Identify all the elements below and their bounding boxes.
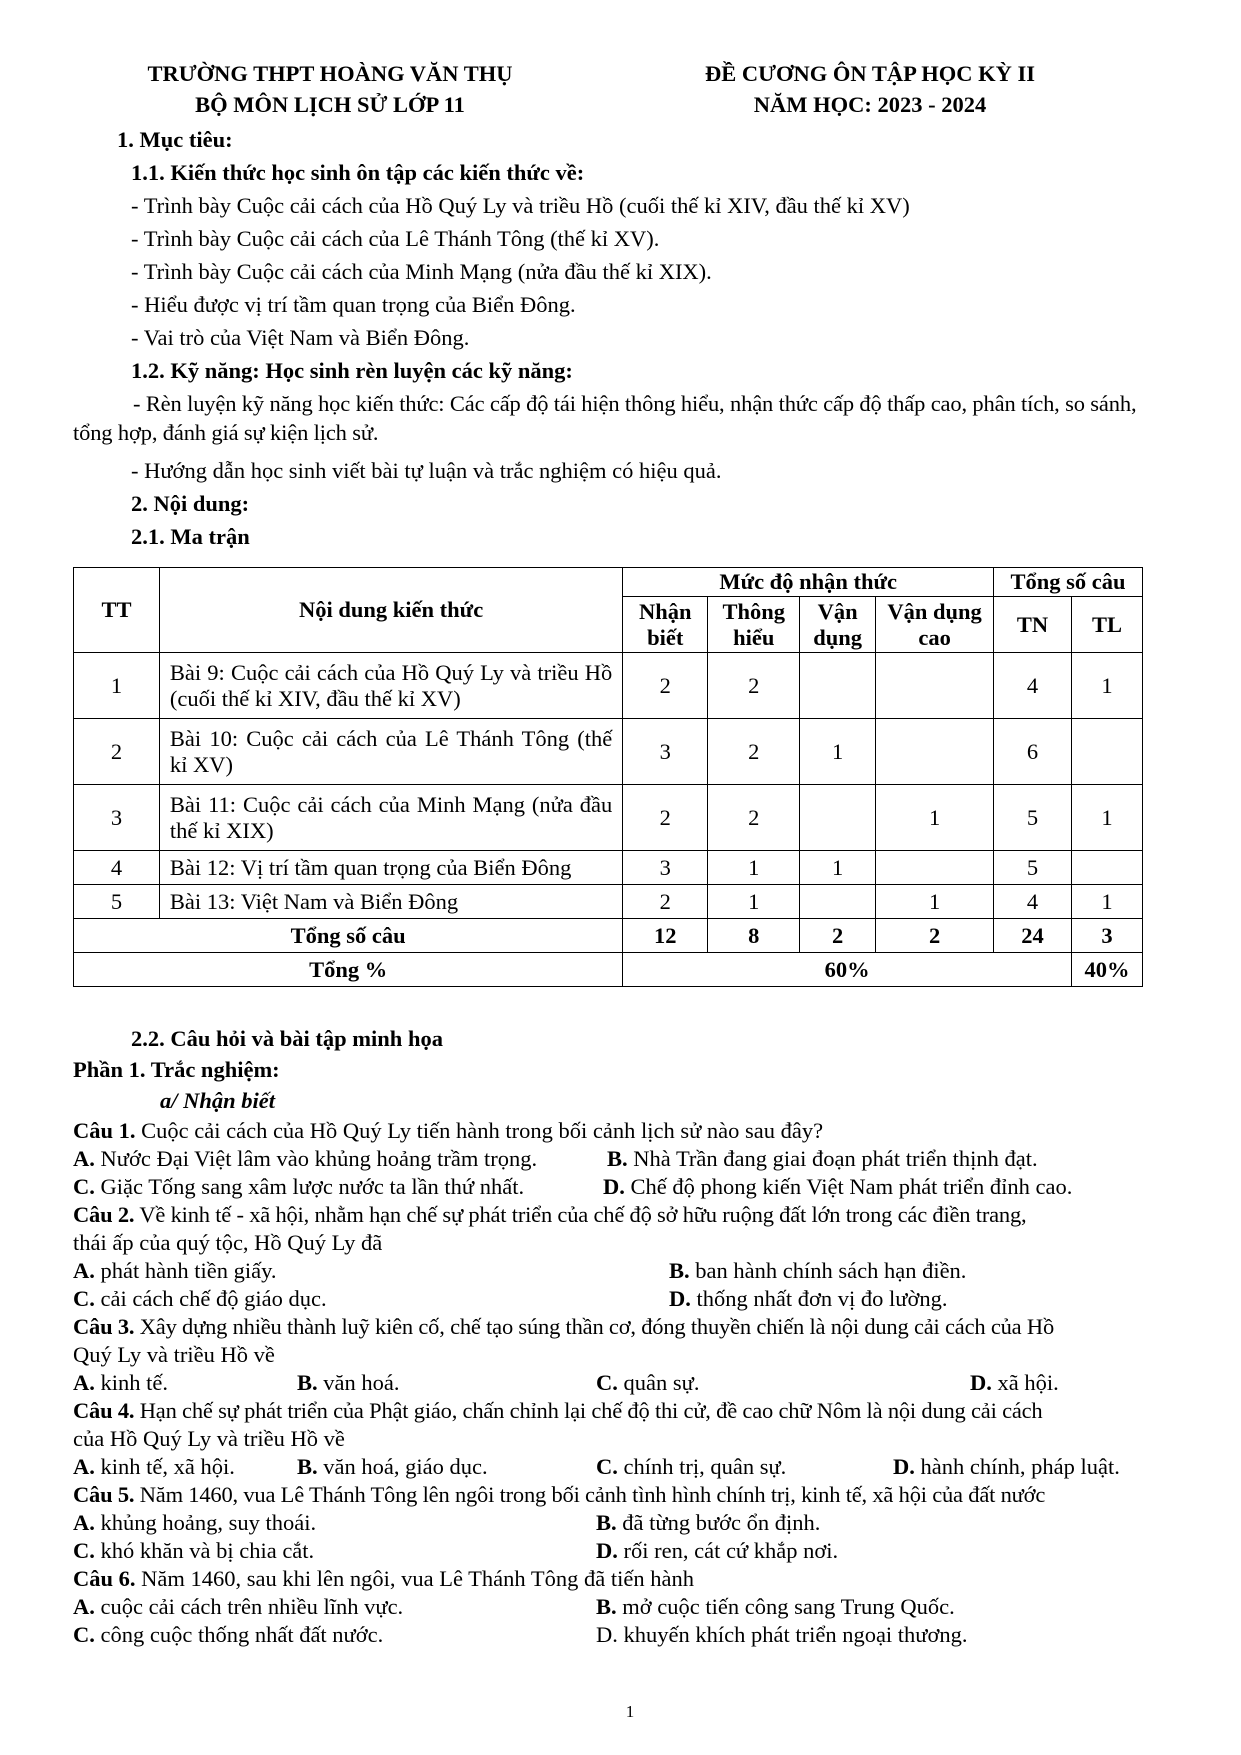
question-3 bbox=[73, 1313, 1054, 1341]
col-thong-hieu-header: Thông hiểu bbox=[708, 597, 800, 653]
option-text: kinh tế, xã hội. bbox=[94, 1454, 235, 1479]
option bbox=[73, 1145, 537, 1173]
cell-vdc bbox=[876, 719, 994, 785]
question-2 bbox=[73, 1201, 1026, 1229]
option-key: C. bbox=[596, 1370, 618, 1395]
question-label: Câu 1. bbox=[73, 1118, 136, 1143]
objectives-heading: 1. Mục tiêu: bbox=[117, 127, 233, 152]
col-content-header: Nội dung kiến thức bbox=[159, 568, 622, 653]
cell-vdc: 1 bbox=[876, 785, 994, 851]
knowledge-heading: 1.1. Kiến thức học sinh ôn tập các kiến thức về: bbox=[131, 160, 585, 185]
col-level-group-header: Mức độ nhận thức bbox=[623, 568, 994, 597]
cell-tt: 4 bbox=[74, 851, 160, 885]
skills-heading: 1.2. Kỹ năng: Học sinh rèn luyện các kỹ năng: bbox=[131, 358, 573, 383]
option-key: C. bbox=[596, 1454, 618, 1479]
document-title: ĐỀ CƯƠNG ÔN TẬP HỌC KỲ II bbox=[704, 61, 1036, 86]
option bbox=[73, 1537, 314, 1565]
cell-nb: 3 bbox=[623, 851, 708, 885]
option bbox=[596, 1453, 786, 1481]
option-key: C. bbox=[73, 1538, 95, 1563]
cell-content: Bài 12: Vị trí tầm quan trọng của Biển Đông bbox=[159, 851, 622, 885]
department-name: BỘ MÔN LỊCH SỬ LỚP 11 bbox=[195, 92, 465, 117]
cell-tl bbox=[1071, 719, 1142, 785]
option bbox=[297, 1369, 400, 1397]
cell-content: Bài 10: Cuộc cải cách của Lê Thánh Tông (thế kỉ XV) bbox=[159, 719, 622, 785]
option-key: C. bbox=[73, 1622, 95, 1647]
cell-vdc: 1 bbox=[876, 885, 994, 919]
question-label: Câu 6. bbox=[73, 1566, 136, 1591]
question-label: Câu 3. bbox=[73, 1314, 135, 1339]
question-text-continued: thái ấp của quý tộc, Hồ Quý Ly đã bbox=[73, 1230, 383, 1255]
cell-tl: 1 bbox=[1071, 785, 1142, 851]
option bbox=[73, 1453, 235, 1481]
sum-vdc: 2 bbox=[876, 919, 994, 953]
option-key: A. bbox=[73, 1146, 95, 1171]
sum-nb: 12 bbox=[623, 919, 708, 953]
header-right bbox=[640, 58, 1100, 120]
cell-vd: 1 bbox=[800, 851, 876, 885]
option bbox=[970, 1369, 1059, 1397]
knowledge-item: - Trình bày Cuộc cải cách của Hồ Quý Ly và triều Hồ (cuối thế kỉ XIV, đầu thế kỉ XV) bbox=[131, 193, 910, 218]
question-text: Hạn chế sự phát triển của Phật giáo, chấn chỉnh lại chế độ thi cử, đề cao chữ Nôm là nội dung cải cách bbox=[134, 1398, 1043, 1423]
cell-tt: 1 bbox=[74, 653, 160, 719]
option-text: xã hội. bbox=[991, 1370, 1059, 1395]
knowledge-item: - Trình bày Cuộc cải cách của Minh Mạng (nửa đầu thế kỉ XIX). bbox=[131, 259, 712, 284]
cell-th: 1 bbox=[708, 851, 800, 885]
sum-tl: 3 bbox=[1071, 919, 1142, 953]
option bbox=[607, 1145, 1038, 1173]
option-key: A. bbox=[73, 1370, 95, 1395]
option-text: khủng hoảng, suy thoái. bbox=[94, 1510, 317, 1535]
cell-tt: 5 bbox=[74, 885, 160, 919]
option-text: rối ren, cát cứ khắp nơi. bbox=[617, 1538, 839, 1563]
option-key: D. bbox=[669, 1286, 691, 1311]
table-row bbox=[74, 653, 1143, 719]
question-label: Câu 2. bbox=[73, 1202, 135, 1227]
question-text-continued: của Hồ Quý Ly và triều Hồ về bbox=[73, 1426, 345, 1451]
option-key: B. bbox=[669, 1258, 690, 1283]
col-van-dung-header: Vận dụng bbox=[800, 597, 876, 653]
percent-label: Tổng % bbox=[74, 953, 623, 987]
sum-label: Tổng số câu bbox=[74, 919, 623, 953]
option bbox=[596, 1509, 820, 1537]
cell-nb: 2 bbox=[623, 785, 708, 851]
question-text: Năm 1460, vua Lê Thánh Tông lên ngôi trong bối cảnh tình hình chính trị, kinh tế, xã hội của đất nước bbox=[134, 1482, 1046, 1507]
knowledge-item: - Vai trò của Việt Nam và Biển Đông. bbox=[131, 325, 470, 350]
question-text-continued: Quý Ly và triều Hồ về bbox=[73, 1342, 275, 1367]
col-van-dung-cao-header: Vận dụng cao bbox=[876, 597, 994, 653]
option bbox=[73, 1285, 327, 1313]
option bbox=[596, 1537, 838, 1565]
col-tn-header: TN bbox=[994, 597, 1072, 653]
question-text: Xây dựng nhiều thành luỹ kiên cố, chế tạo súng thần cơ, đóng thuyền chiến là nội dung cải cách của Hồ bbox=[134, 1314, 1054, 1339]
cell-th: 2 bbox=[708, 785, 800, 851]
option bbox=[73, 1173, 524, 1201]
option bbox=[603, 1173, 1072, 1201]
part1-heading: Phần 1. Trắc nghiệm: bbox=[73, 1057, 280, 1082]
option-text: văn hoá, giáo dục. bbox=[317, 1454, 488, 1479]
option bbox=[73, 1369, 168, 1397]
option bbox=[297, 1453, 488, 1481]
col-total-group-header: Tổng số câu bbox=[994, 568, 1143, 597]
matrix-table bbox=[73, 567, 1143, 987]
question-text: Năm 1460, sau khi lên ngôi, vua Lê Thánh Tông đã tiến hành bbox=[135, 1566, 694, 1591]
option-key: A. bbox=[73, 1454, 95, 1479]
option-key: A. bbox=[73, 1594, 95, 1619]
cell-content: Bài 13: Việt Nam và Biển Đông bbox=[159, 885, 622, 919]
cell-vd bbox=[800, 885, 876, 919]
cell-vd bbox=[800, 785, 876, 851]
cell-vd bbox=[800, 653, 876, 719]
cell-tl: 1 bbox=[1071, 653, 1142, 719]
cell-tt: 2 bbox=[74, 719, 160, 785]
question-label: Câu 5. bbox=[73, 1482, 135, 1507]
matrix-heading: 2.1. Ma trận bbox=[131, 524, 250, 549]
option-text: Chế độ phong kiến Việt Nam phát triển đỉnh cao. bbox=[624, 1174, 1073, 1199]
cell-th: 1 bbox=[708, 885, 800, 919]
option-key: C. bbox=[73, 1286, 95, 1311]
question-1 bbox=[73, 1117, 823, 1145]
cell-vdc bbox=[876, 653, 994, 719]
cell-tn: 5 bbox=[994, 785, 1072, 851]
col-tl-header: TL bbox=[1071, 597, 1142, 653]
table-percent-row bbox=[74, 953, 1143, 987]
cell-nb: 2 bbox=[623, 653, 708, 719]
option-text: quân sự. bbox=[617, 1370, 700, 1395]
option-text: Nước Đại Việt lâm vào khủng hoảng trầm trọng. bbox=[94, 1146, 538, 1171]
page-number: 1 bbox=[625, 1702, 635, 1721]
question-5 bbox=[73, 1481, 1045, 1509]
sum-th: 8 bbox=[708, 919, 800, 953]
table-row bbox=[74, 885, 1143, 919]
question-text: Về kinh tế - xã hội, nhằm hạn chế sự phát triển của chế độ sở hữu ruộng đất lớn trong các điền trang, bbox=[134, 1202, 1027, 1227]
option-text: thống nhất đơn vị đo lường. bbox=[690, 1286, 948, 1311]
option-text: đã từng bước ổn định. bbox=[616, 1510, 821, 1535]
option bbox=[73, 1621, 383, 1649]
option-key: B. bbox=[297, 1454, 318, 1479]
option-text: hành chính, pháp luật. bbox=[914, 1454, 1120, 1479]
cell-tl: 1 bbox=[1071, 885, 1142, 919]
table-row bbox=[74, 719, 1143, 785]
option-text: cải cách chế độ giáo dục. bbox=[94, 1286, 327, 1311]
content-heading: 2. Nội dung: bbox=[131, 491, 250, 516]
option-text: phát hành tiền giấy. bbox=[94, 1258, 277, 1283]
question-label: Câu 4. bbox=[73, 1398, 135, 1423]
option bbox=[73, 1593, 403, 1621]
option-text: khó khăn và bị chia cắt. bbox=[94, 1538, 315, 1563]
sum-tn: 24 bbox=[994, 919, 1072, 953]
header-left bbox=[110, 58, 550, 120]
skills-item: - Hướng dẫn học sinh viết bài tự luận và trắc nghiệm có hiệu quả. bbox=[131, 458, 722, 483]
questions-heading: 2.2. Câu hỏi và bài tập minh họa bbox=[131, 1026, 443, 1051]
cell-tn: 5 bbox=[994, 851, 1072, 885]
question-6 bbox=[73, 1565, 694, 1593]
option-text: Nhà Trần đang giai đoạn phát triển thịnh đạt. bbox=[627, 1146, 1038, 1171]
sum-vd: 2 bbox=[800, 919, 876, 953]
option bbox=[893, 1453, 1120, 1481]
option bbox=[596, 1369, 699, 1397]
cell-tt: 3 bbox=[74, 785, 160, 851]
option-key: D bbox=[596, 1622, 613, 1647]
option-key: A. bbox=[73, 1258, 95, 1283]
cell-tl bbox=[1071, 851, 1142, 885]
option-text: Giặc Tống sang xâm lược nước ta lần thứ nhất. bbox=[94, 1174, 525, 1199]
school-year: NĂM HỌC: 2023 - 2024 bbox=[753, 92, 987, 117]
table-sum-row bbox=[74, 919, 1143, 953]
cell-nb: 2 bbox=[623, 885, 708, 919]
option-text: văn hoá. bbox=[317, 1370, 400, 1395]
cell-vdc bbox=[876, 851, 994, 885]
option-text: mở cuộc tiến công sang Trung Quốc. bbox=[616, 1594, 955, 1619]
option-key: D. bbox=[596, 1538, 618, 1563]
cell-vd: 1 bbox=[800, 719, 876, 785]
cell-content: Bài 11: Cuộc cải cách của Minh Mạng (nửa đầu thế kỉ XIX) bbox=[159, 785, 622, 851]
knowledge-item: - Trình bày Cuộc cải cách của Lê Thánh Tông (thế kỉ XV). bbox=[131, 226, 660, 251]
option-key: A. bbox=[73, 1510, 95, 1535]
option-key: B. bbox=[607, 1146, 628, 1171]
cell-tn: 4 bbox=[994, 885, 1072, 919]
question-4 bbox=[73, 1397, 1042, 1425]
table-row bbox=[74, 785, 1143, 851]
option bbox=[669, 1285, 947, 1313]
school-name: TRƯỜNG THPT HOÀNG VĂN THỤ bbox=[147, 61, 513, 86]
option bbox=[596, 1621, 968, 1649]
option-key: B. bbox=[596, 1510, 617, 1535]
option bbox=[596, 1593, 955, 1621]
cell-tn: 4 bbox=[994, 653, 1072, 719]
skills-item: - Rèn luyện kỹ năng học kiến thức: Các cấp độ tái hiện thông hiểu, nhận thức cấp độ thấp cao, phân tích, so sánh, tổng hợp, đánh giá sự kiện lịch sử. bbox=[73, 391, 1137, 445]
option-text: công cuộc thống nhất đất nước. bbox=[94, 1622, 384, 1647]
knowledge-item: - Hiểu được vị trí tầm quan trọng của Biển Đông. bbox=[131, 292, 576, 317]
option-text: ban hành chính sách hạn điền. bbox=[689, 1258, 967, 1283]
col-nhan-biet-header: Nhận biết bbox=[623, 597, 708, 653]
percent-tl: 40% bbox=[1071, 953, 1142, 987]
table-row bbox=[74, 851, 1143, 885]
cell-th: 2 bbox=[708, 653, 800, 719]
cell-content: Bài 9: Cuộc cải cách của Hồ Quý Ly và triều Hồ (cuối thế kỉ XIV, đầu thế kỉ XV) bbox=[159, 653, 622, 719]
option-key: B. bbox=[596, 1594, 617, 1619]
option-text: cuộc cải cách trên nhiều lĩnh vực. bbox=[94, 1594, 404, 1619]
option bbox=[669, 1257, 966, 1285]
cell-nb: 3 bbox=[623, 719, 708, 785]
level-heading: a/ Nhận biết bbox=[160, 1088, 276, 1113]
option-key: D. bbox=[893, 1454, 915, 1479]
cell-tn: 6 bbox=[994, 719, 1072, 785]
col-tt-header: TT bbox=[74, 568, 160, 653]
option-key: B. bbox=[297, 1370, 318, 1395]
cell-th: 2 bbox=[708, 719, 800, 785]
option-key: C. bbox=[73, 1174, 95, 1199]
percent-levels: 60% bbox=[623, 953, 1072, 987]
option-key: D. bbox=[603, 1174, 625, 1199]
option-text: . khuyến khích phát triển ngoại thương. bbox=[612, 1622, 968, 1647]
option-text: chính trị, quân sự. bbox=[617, 1454, 787, 1479]
option-key: D. bbox=[970, 1370, 992, 1395]
option bbox=[73, 1257, 277, 1285]
option-text: kinh tế. bbox=[94, 1370, 168, 1395]
question-text: Cuộc cải cách của Hồ Quý Ly tiến hành trong bối cảnh lịch sử nào sau đây? bbox=[135, 1118, 824, 1143]
option bbox=[73, 1509, 316, 1537]
